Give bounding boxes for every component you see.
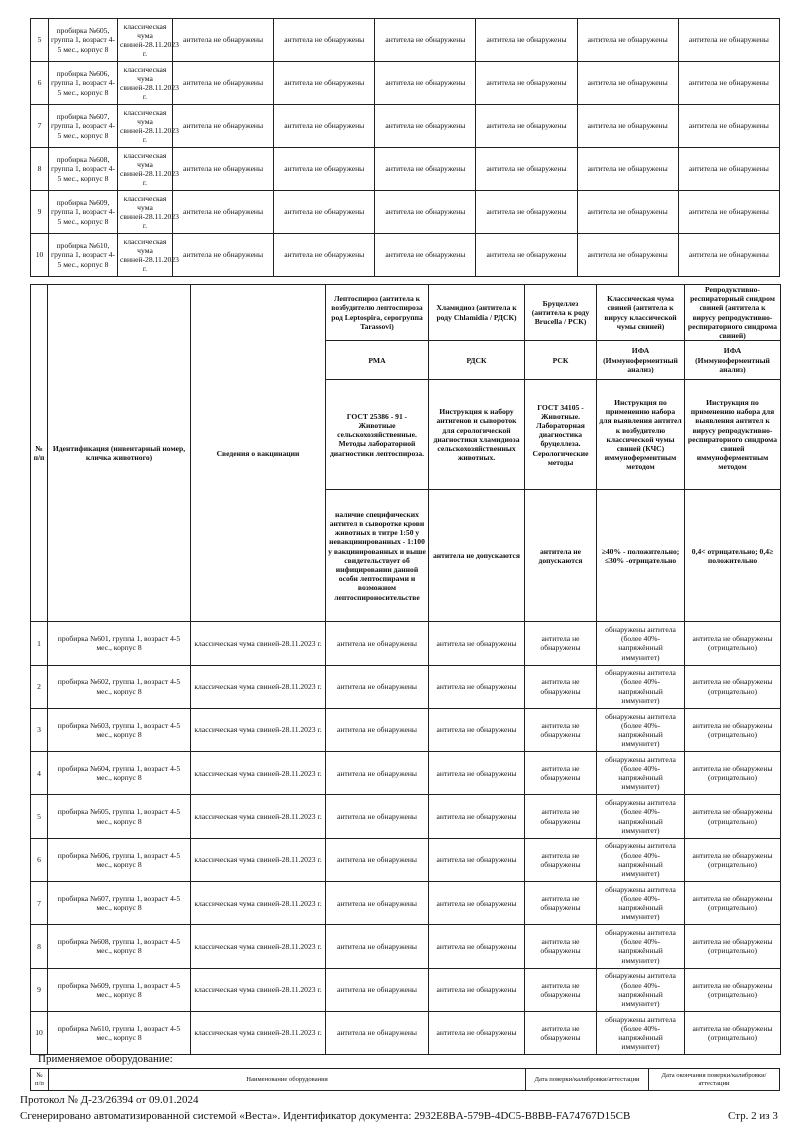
result-cell: антитела не обнаружены [326,665,429,708]
sample-id: пробирка №604, группа 1, возраст 4-5 мес., корпус 8 [48,752,191,795]
result-cell: обнаружены антитела (более 40%-напряжённый иммунитет) [597,1011,685,1054]
table-row [31,622,781,665]
sample-id: пробирка №608, группа 1, возраст 4-5 мес., корпус 8 [49,148,118,191]
table-row [31,191,780,234]
result-cell: обнаружены антитела (более 40%-напряжённый иммунитет) [597,665,685,708]
sample-id: пробирка №603, группа 1, возраст 4-5 мес., корпус 8 [48,708,191,751]
equipment-table [30,1068,780,1091]
doc-header: Инструкция по применению набора для выявления антител к вирусу репродуктивно-респираторного синдрома свиней иммуноферментным методом [685,380,781,490]
result-cell: антитела не обнаружены [274,234,375,277]
result-cell: антитела не обнаружены [274,62,375,105]
vaccination: классическая чума свиней-28.11.2023 г. [191,925,326,968]
row-number: 7 [31,882,48,925]
equipment-col-date: Дата поверки/калибровки/аттестации [526,1069,649,1091]
table-row [31,234,780,277]
result-cell: антитела не обнаружены (отрицательно) [685,838,781,881]
result-cell: антитела не обнаружены [326,925,429,968]
vaccination: классическая чума свиней-28.11.2023 г. [191,665,326,708]
method-header: РСК [525,341,597,380]
protocol-number: Протокол № Д-23/26394 от 09.01.2024 [20,1094,199,1106]
result-cell: антитела не обнаружены [429,968,525,1011]
result-cell: антитела не обнаружены (отрицательно) [685,1011,781,1054]
result-cell: антитела не обнаружены [274,148,375,191]
result-cell: антитела не обнаружены [326,1011,429,1054]
result-cell: антитела не обнаружены [476,148,577,191]
vaccination: классическая чума свиней-28.11.2023 г. [191,1011,326,1054]
result-cell: антитела не обнаружены [577,19,678,62]
row-number: 7 [31,105,49,148]
result-cell: антитела не обнаружены [525,665,597,708]
vaccination: классическая чума свиней-28.11.2023 г. [118,148,173,191]
result-cell: антитела не обнаружены [326,968,429,1011]
result-cell: антитела не обнаружены [577,148,678,191]
row-number: 5 [31,19,49,62]
vaccination: классическая чума свиней-28.11.2023 г. [191,838,326,881]
result-cell: антитела не обнаружены [274,105,375,148]
disease-header: Лептоспироз (антитела к возбудителю лептоспироза род Leptospira, серогруппа Tarassovi) [326,285,429,341]
method-header: РМА [326,341,429,380]
result-cell: антитела не обнаружены (отрицательно) [685,925,781,968]
result-cell: антитела не обнаружены [274,19,375,62]
result-cell: антитела не обнаружены [678,105,779,148]
vaccination: классическая чума свиней-28.11.2023 г. [191,708,326,751]
sample-id: пробирка №607, группа 1, возраст 4-5 мес., корпус 8 [49,105,118,148]
result-cell: антитела не обнаружены [173,19,274,62]
result-cell: антитела не обнаружены [476,62,577,105]
vaccination: классическая чума свиней-28.11.2023 г. [191,752,326,795]
result-cell: антитела не обнаружены [577,191,678,234]
result-cell: антитела не обнаружены [525,1011,597,1054]
result-cell: антитела не обнаружены [577,105,678,148]
vaccination: классическая чума свиней-28.11.2023 г. [191,795,326,838]
result-cell: антитела не обнаружены [476,19,577,62]
equipment-col-num: № п/п [31,1069,49,1091]
result-cell: антитела не обнаружены [429,795,525,838]
result-cell: антитела не обнаружены [429,925,525,968]
norm-header: ≥40% - положительно; ≤30% -отрицательно [597,490,685,622]
result-cell: антитела не обнаружены [525,795,597,838]
doc-header: Инструкция по применению набора для выявления антител к возбудителю классической чумы свиней (КЧС) иммуноферментным методом [597,380,685,490]
generated-note: Сгенерировано автоматизированной системой «Веста». Идентификатор документа: 2932E8BA-579B-4DC5-B8BB-FA74767D15CB [20,1110,631,1122]
result-cell: обнаружены антитела (более 40%-напряжённый иммунитет) [597,622,685,665]
result-cell: антитела не обнаружены [476,234,577,277]
result-cell: антитела не обнаружены [326,622,429,665]
row-number: 6 [31,838,48,881]
vaccination: классическая чума свиней-28.11.2023 г. [118,191,173,234]
result-cell: антитела не обнаружены [429,838,525,881]
row-number: 10 [31,234,49,277]
result-cell: антитела не обнаружены [375,19,476,62]
result-cell: антитела не обнаружены [173,62,274,105]
result-cell: антитела не обнаружены [678,19,779,62]
result-cell: антитела не обнаружены [173,105,274,148]
result-cell: антитела не обнаружены [525,752,597,795]
result-cell: антитела не обнаружены [326,838,429,881]
sample-id: пробирка №605, группа 1, возраст 4-5 мес., корпус 8 [48,795,191,838]
result-cell: антитела не обнаружены [525,838,597,881]
result-cell: антитела не обнаружены [429,752,525,795]
norm-header: антитела не допускаются [525,490,597,622]
sample-id: пробирка №609, группа 1, возраст 4-5 мес., корпус 8 [49,191,118,234]
col-vacc-header: Сведения о вакцинации [191,285,326,622]
result-cell: антитела не обнаружены (отрицательно) [685,882,781,925]
table-row [31,105,780,148]
vaccination: классическая чума свиней-28.11.2023 г. [118,19,173,62]
result-cell: антитела не обнаружены [429,708,525,751]
result-cell: антитела не обнаружены [326,882,429,925]
row-number: 4 [31,752,48,795]
result-cell: антитела не обнаружены [326,708,429,751]
col-id-header: Идентификация (инвентарный номер, кличка животного) [48,285,191,622]
result-cell: антитела не обнаружены [476,105,577,148]
disease-header: Классическая чума свиней (антитела к вирусу классической чумы свиней) [597,285,685,341]
disease-header: Бруцеллез (антитела к роду Brucella / РСК) [525,285,597,341]
result-cell: антитела не обнаружены [375,148,476,191]
result-cell: обнаружены антитела (более 40%-напряжённый иммунитет) [597,752,685,795]
col-num-header: № п/п [31,285,48,622]
row-number: 6 [31,62,49,105]
result-cell: обнаружены антитела (более 40%-напряжённый иммунитет) [597,968,685,1011]
table-row [31,925,781,968]
row-number: 8 [31,148,49,191]
sample-id: пробирка №605, группа 1, возраст 4-5 мес., корпус 8 [49,19,118,62]
table-row [31,795,781,838]
result-cell: антитела не обнаружены [326,752,429,795]
result-cell: антитела не обнаружены [577,234,678,277]
equipment-title: Применяемое оборудование: [38,1053,173,1065]
results-table-main [30,284,781,1055]
equipment-col-end: Дата окончания поверки/калибровки/аттестации [649,1069,780,1091]
sample-id: пробирка №610, группа 1, возраст 4-5 мес., корпус 8 [49,234,118,277]
result-cell: антитела не обнаружены [525,882,597,925]
table-row [31,148,780,191]
vaccination: классическая чума свиней-28.11.2023 г. [191,622,326,665]
sample-id: пробирка №607, группа 1, возраст 4-5 мес., корпус 8 [48,882,191,925]
result-cell: антитела не обнаружены (отрицательно) [685,752,781,795]
vaccination: классическая чума свиней-28.11.2023 г. [118,105,173,148]
result-cell: обнаружены антитела (более 40%-напряжённый иммунитет) [597,882,685,925]
result-cell: антитела не обнаружены [678,62,779,105]
vaccination: классическая чума свиней-28.11.2023 г. [118,62,173,105]
result-cell: обнаружены антитела (более 40%-напряжённый иммунитет) [597,925,685,968]
table-row [31,752,781,795]
result-cell: антитела не обнаружены (отрицательно) [685,968,781,1011]
row-number: 8 [31,925,48,968]
result-cell: антитела не обнаружены [525,622,597,665]
table-row [31,882,781,925]
result-cell: антитела не обнаружены [429,1011,525,1054]
table-row [31,838,781,881]
row-number: 9 [31,968,48,1011]
result-cell: антитела не обнаружены [429,622,525,665]
equipment-col-name: Наименование оборудования [49,1069,526,1091]
sample-id: пробирка №608, группа 1, возраст 4-5 мес., корпус 8 [48,925,191,968]
result-cell: антитела не обнаружены [525,708,597,751]
result-cell: антитела не обнаружены [429,665,525,708]
doc-header: Инструкция к набору антигенов и сывороток для серологической диагностики хламидиоза сельскохозяйственных животных. [429,380,525,490]
result-cell: антитела не обнаружены [375,62,476,105]
result-cell: антитела не обнаружены [173,191,274,234]
result-cell: антитела не обнаружены [375,234,476,277]
result-cell: антитела не обнаружены [525,968,597,1011]
result-cell: антитела не обнаружены [173,234,274,277]
result-cell: антитела не обнаружены [173,148,274,191]
sample-id: пробирка №601, группа 1, возраст 4-5 мес., корпус 8 [48,622,191,665]
result-cell: антитела не обнаружены [375,191,476,234]
disease-header: Хламидиоз (антитела к роду Chlamidia / РДСК) [429,285,525,341]
doc-header: ГОСТ 25386 - 91 - Животные сельскохозяйственные. Методы лабораторной диагностики лептоспироза. [326,380,429,490]
method-header: ИФА (Иммуноферментный анализ) [597,341,685,380]
sample-id: пробирка №606, группа 1, возраст 4-5 мес., корпус 8 [48,838,191,881]
table-row [31,62,780,105]
norm-header: наличие специфических антител в сыворотке крови животных в титре 1:50 у невакцинированных - 1:100 у вакцинированных и выше свидетельствует об инфицировании данной особи лептоспирами и возможном лептоспироносительстве [326,490,429,622]
sample-id: пробирка №610, группа 1, возраст 4-5 мес., корпус 8 [48,1011,191,1054]
norm-header: 0,4< отрицательно; 0,4≥ положительно [685,490,781,622]
disease-header: Репродуктивно-респираторный синдром свиней (антитела к вирусу репродуктивно-респираторного синдрома свиней) [685,285,781,341]
sample-id: пробирка №609, группа 1, возраст 4-5 мес., корпус 8 [48,968,191,1011]
result-cell: антитела не обнаружены [375,105,476,148]
result-cell: антитела не обнаружены (отрицательно) [685,665,781,708]
result-cell: антитела не обнаружены [678,234,779,277]
sample-id: пробирка №606, группа 1, возраст 4-5 мес., корпус 8 [49,62,118,105]
row-number: 9 [31,191,49,234]
table-row [31,708,781,751]
result-cell: антитела не обнаружены [525,925,597,968]
norm-header: антитела не допускаются [429,490,525,622]
result-cell: антитела не обнаружены [476,191,577,234]
doc-header: ГОСТ 34105 - Животные. Лабораторная диагностика бруцеллеза. Серологические методы [525,380,597,490]
table-row [31,968,781,1011]
row-number: 3 [31,708,48,751]
method-header: ИФА (Иммуноферментный анализ) [685,341,781,380]
row-number: 1 [31,622,48,665]
method-header: РДСК [429,341,525,380]
vaccination: классическая чума свиней-28.11.2023 г. [191,968,326,1011]
results-table-continued [30,18,780,277]
result-cell: антитела не обнаружены [326,795,429,838]
sample-id: пробирка №602, группа 1, возраст 4-5 мес., корпус 8 [48,665,191,708]
table-row [31,665,781,708]
result-cell: антитела не обнаружены (отрицательно) [685,795,781,838]
result-cell: обнаружены антитела (более 40%-напряжённый иммунитет) [597,838,685,881]
row-number: 5 [31,795,48,838]
result-cell: антитела не обнаружены [678,191,779,234]
page-number: Стр. 2 из 3 [728,1110,778,1122]
table-row [31,19,780,62]
row-number: 2 [31,665,48,708]
result-cell: антитела не обнаружены (отрицательно) [685,708,781,751]
result-cell: антитела не обнаружены [577,62,678,105]
vaccination: классическая чума свиней-28.11.2023 г. [191,882,326,925]
result-cell: обнаружены антитела (более 40%-напряжённый иммунитет) [597,795,685,838]
vaccination: классическая чума свиней-28.11.2023 г. [118,234,173,277]
result-cell: обнаружены антитела (более 40%-напряжённый иммунитет) [597,708,685,751]
result-cell: антитела не обнаружены [429,882,525,925]
table-row [31,1011,781,1054]
result-cell: антитела не обнаружены [678,148,779,191]
result-cell: антитела не обнаружены [274,191,375,234]
result-cell: антитела не обнаружены (отрицательно) [685,622,781,665]
row-number: 10 [31,1011,48,1054]
